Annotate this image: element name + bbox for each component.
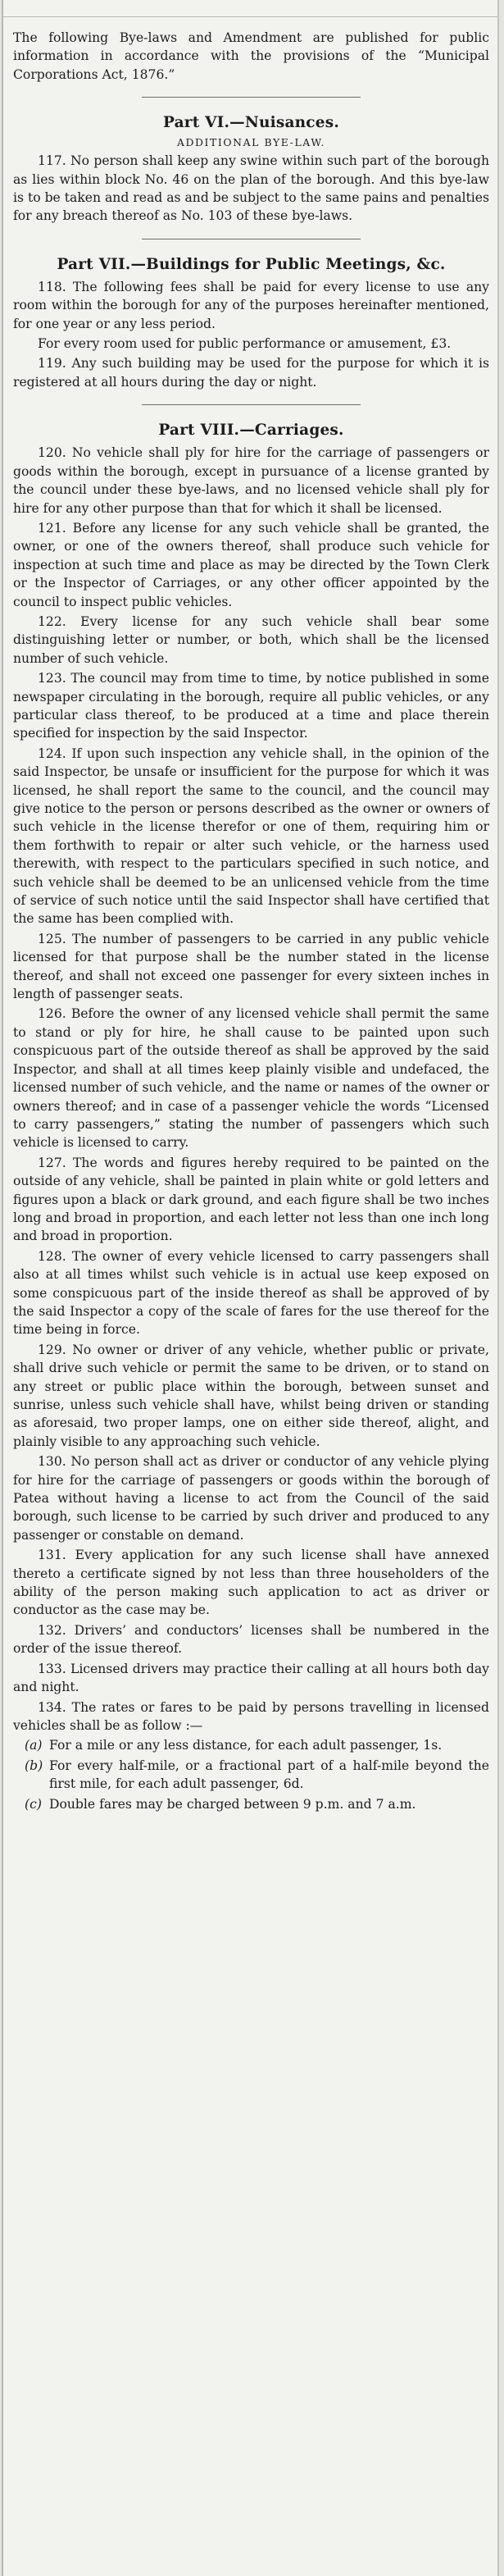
fare-item-label: (c)	[25, 1796, 42, 1812]
bylaw-123: 123. The council may from time to time, by notice published in some newspaper circulating in the borough, require all public vehicles, or any particular class thereof, to be produced at a time and place therein specified for inspection by the said Inspector.	[13, 671, 489, 741]
bylaw-131: 131. Every application for any such license shall have annexed thereto a certificate signed by not less than three householders of the ability of the person making such application to act as driver or conductor as the case may be.	[13, 1548, 489, 1618]
column-top-rule	[3, 0, 497, 17]
bylaw-121: 121. Before any license for any such vehicle shall be granted, the owner, or one of the owners thereof, shall produce such vehicle for inspection at such time and place as may be directed by the Town Clerk or the Inspector of Carriages, or any other officer appointed by the council to inspect public vehicles.	[13, 520, 489, 609]
bylaw-126: 126. Before the owner of any licensed vehicle shall permit the same to stand or ply for hire, he shall cause to be painted upon such conspicuous part of the outside thereof as shall be approved by the said Inspector, and shall at all times keep plainly visible and undefaced, the licensed number of such vehicle, and the name or names of the owner or owners thereof; and in case of a passenger vehicle the words “Licensed to carry passengers,” stating the number of passengers which such vehicle is licensed to carry.	[13, 1006, 489, 1151]
bylaw-119: 119. Any such building may be used for the purpose for which it is registered at all hours during the day or night.	[13, 356, 489, 390]
bylaw-118: 118. The following fees shall be paid for every license to use any room within the borough for any of the purposes hereinafter mentioned, for one year or any less period.	[13, 279, 489, 331]
fare-item-label: (a)	[25, 1738, 43, 1753]
section-divider	[142, 97, 361, 98]
bylaw-118-fee: For every room used for public performance or amusement, £3.	[38, 336, 452, 352]
newspaper-column	[2, 0, 499, 2576]
bylaw-129: 129. No owner or driver of any vehicle, whether public or private, shall drive such vehicle or permit the same to be driven, or to stand on any street or public place within the borough, between sunset and sunrise, unless such vehicle shall have, whilst being driven or standing as aforesaid, two proper lamps, one on either side thereof, alight, and plainly visible to any approaching such vehicle.	[13, 1342, 489, 1449]
bylaw-124: 124. If upon such inspection any vehicle shall, in the opinion of the said Inspector, be unsafe or insufficient for the purpose for which it was licensed, he shall report the same to the council, and the council may give notice to the person or persons described as the owner or owners of such vehicle in the license therefor or one of them, requiring him or them forthwith to repair or alter such vehicle, or the harness used therewith, with respect to the particulars specified in such notice, and such vehicle shall be deemed to be an unlicensed vehicle from the time of service of such notice until the said Inspector shall have certified that the same has been complied with.	[13, 745, 489, 927]
bylaw-122: 122. Every license for any such vehicle shall bear some distinguishing letter or number, or both, which shall be the licensed number of such vehicle.	[13, 613, 489, 666]
bylaw-127: 127. The words and figures hereby required to be painted on the outside of any vehicle, shall be painted in plain white or gold letters and figures upon a black or dark ground, and each figure shall be two inches long and broad in proportion, and each letter not less than one inch long and broad in proportion.	[13, 1155, 489, 1244]
intro-paragraph: The following Bye-laws and Amendment are published for public information in accordance with the provisions of the “Municipal Corporations Act, 1876.”	[13, 30, 489, 82]
bylaw-128: 128. The owner of every vehicle licensed to carry passengers shall also at all times whilst such vehicle is in actual use keep exposed on some conspicuous part of the inside thereof as shall be approved of by the said Inspector a copy of the scale of fares for the use thereof for the time being in force.	[13, 1248, 489, 1338]
fare-item-b	[13, 1757, 489, 1794]
bylaw-130: 130. No person shall act as driver or conductor of any vehicle plying for hire for the carriage of passengers or goods within the borough of Patea without having a license to act from the Council of the said borough, such license to be carried by such driver and produced to any passenger or constable on demand.	[13, 1454, 489, 1543]
fare-item-c	[13, 1795, 489, 1813]
part-vi-subheading: ADDITIONAL BYE-LAW.	[176, 136, 326, 149]
bylaw-134: 134. The rates or fares to be paid by persons travelling in licensed vehicles shall be as follow :—	[13, 1699, 489, 1733]
fare-item-text: For a mile or any less distance, for each adult passenger, 1s.	[49, 1738, 443, 1753]
bylaw-133: 133. Licensed drivers may practice their calling at all hours both day and night.	[13, 1661, 489, 1695]
fare-item-a	[13, 1736, 489, 1754]
part-vii-heading: Part VII.—Buildings for Public Meetings, &c.	[57, 255, 446, 273]
bylaw-117: 117. No person shall keep any swine within such part of the borough as lies within block No. 46 on the plan of the borough. And this bye-law is to be taken and read as and be subject to the same pains and penalties for any breach thereof as No. 103 of these bye-laws.	[13, 153, 489, 224]
fare-item-text: For every half-mile, or a fractional part of a half-mile beyond the first mile, for each adult passenger, 6d.	[49, 1758, 489, 1792]
bylaw-125: 125. The number of passengers to be carried in any public vehicle licensed for that purpose shall be the number stated in the license thereof, and shall not exceed one passenger for every sixteen inches in length of passenger seats.	[13, 931, 489, 1002]
part-vi-heading: Part VI.—Nuisances.	[162, 114, 339, 132]
bylaw-120: 120. No vehicle shall ply for hire for the carriage of passengers or goods within the borough, except in pursuance of a license granted by the council under these bye-laws, and no licensed vehicle shall ply for hire for any other purpose than that for which it shall be licensed.	[13, 445, 489, 516]
part-viii-heading: Part VIII.—Carriages.	[158, 422, 344, 440]
bylaw-132: 132. Drivers’ and conductors’ licenses shall be numbered in the order of the issue thereof.	[13, 1622, 489, 1657]
fare-item-text: Double fares may be charged between 9 p.m. and 7 a.m.	[49, 1796, 416, 1812]
section-divider	[142, 404, 361, 405]
fare-item-label: (b)	[25, 1758, 43, 1773]
